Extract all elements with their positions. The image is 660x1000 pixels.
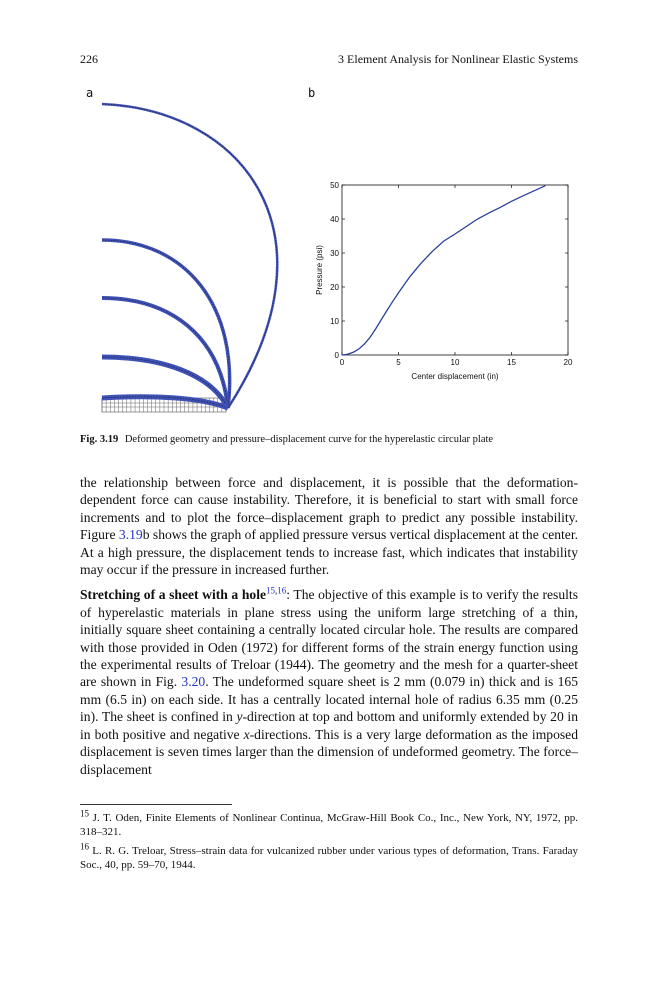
y-variable: y xyxy=(236,709,243,725)
paragraph-2-text-b: . The undeformed square sheet is 2 mm (0.079 in) thick and is 165 mm (6.5 in) on each side. It has a centrally located internal hole of radius 6.35 mm (0.25 in). The sheet is confined in xyxy=(80,674,578,725)
footnote-comma: , xyxy=(275,585,278,596)
panel-b-label: b xyxy=(308,86,316,100)
footnote-15 xyxy=(80,808,579,839)
section-heading: Stretching of a sheet with a hole xyxy=(80,587,266,603)
deformed-shape-mesh-lines xyxy=(102,240,230,408)
paragraph-2 xyxy=(80,586,578,777)
page-number: 226 xyxy=(80,52,98,66)
figure-caption xyxy=(80,434,580,445)
deformed-shape xyxy=(102,104,277,408)
deformed-shape-mesh-lines xyxy=(102,104,277,408)
y-tick-label: 30 xyxy=(330,249,339,258)
deformed-shape xyxy=(102,298,228,408)
footnote-15-number: 15 xyxy=(80,808,89,819)
footnote-ref-16[interactable]: 16 xyxy=(277,585,287,596)
x-variable: x xyxy=(243,726,250,742)
footnote-16-number: 16 xyxy=(80,841,89,852)
footnote-15-text: J. T. Oden, Finite Elements of Nonlinear Continua, McGraw-Hill Book Co., Inc., New York, NY, 1972, pp. 318–321. xyxy=(80,812,579,838)
pressure-displacement-chart xyxy=(305,175,580,390)
x-tick-label: 10 xyxy=(450,358,460,367)
footnotes xyxy=(80,808,579,878)
paragraph-2-text-c: -direction at top and bottom and uniformly extended by 20 in in both positive and negative xyxy=(80,709,578,742)
footnote-16 xyxy=(80,841,578,872)
running-head: 3 Element Analysis for Nonlinear Elastic Systems xyxy=(338,52,578,66)
y-tick-label: 20 xyxy=(330,283,339,292)
y-tick-label: 10 xyxy=(330,317,339,326)
figure-ref-3-19[interactable]: 3.19 xyxy=(118,527,143,543)
deformed-shapes xyxy=(102,104,277,408)
figure-ref-3-20[interactable]: 3.20 xyxy=(181,674,206,690)
deformed-geometry-figure xyxy=(90,95,305,420)
y-tick-label: 0 xyxy=(334,351,339,360)
caption-text: Deformed geometry and pressure–displacement curve for the hyperelastic circular plate xyxy=(124,434,494,445)
panel-a-label: a xyxy=(86,86,94,100)
paragraph-2-text-d: -directions. This is a very large deformation as the imposed displacement is seven times larger than the dimension of undeformed geometry. The force–displacement xyxy=(80,726,578,777)
deformed-shape xyxy=(102,397,228,408)
y-tick-label: 40 xyxy=(330,215,339,224)
y-axis-label: Pressure (psi) xyxy=(315,245,324,295)
footnote-rule xyxy=(80,804,232,805)
caption-label: Fig. 3.19 xyxy=(80,434,119,445)
paragraph-2-text: : The objective of this example is to verify the results of hyperelastic materials in plane stress using the uniform large stretching of a thin, initially square sheet containing a centrally located circular hole. The results are compared with those provided in Oden (1972) for different forms of the strain energy function using the experimental results of Treloar (1944). The geometry and the mesh for a quarter-sheet are shown in Fig. xyxy=(80,587,578,690)
body-text xyxy=(80,474,578,786)
footnote-16-text: L. R. G. Treloar, Stress–strain data for vulcanized rubber under various types of deformation, Trans. Faraday Soc., 40, pp. 59–70, 1944. xyxy=(80,845,578,871)
paragraph-1-text: the relationship between force and displacement, it is possible that the deformation-dependent force can cause instability. Therefore, it is beneficial to start with small force increments and to plot the force–displacement graph to predict any possible instability. Figure xyxy=(80,475,578,543)
pressure-curve xyxy=(342,186,545,355)
x-tick-label: 5 xyxy=(396,358,401,367)
footnote-ref-15[interactable]: 15 xyxy=(266,585,275,596)
deformed-shape xyxy=(102,240,230,408)
paragraph-1-rest: b shows the graph of applied pressure versus vertical displacement at the center. At a high pressure, the displacement tends to increase fast, which indicates that instability may occur if the pressure in increased further. xyxy=(80,527,579,578)
x-axis-label: Center displacement (in) xyxy=(411,372,499,381)
y-tick-label: 50 xyxy=(330,181,339,190)
x-tick-label: 20 xyxy=(563,358,573,367)
paragraph-1 xyxy=(80,474,578,578)
x-tick-label: 0 xyxy=(339,358,345,367)
x-tick-label: 15 xyxy=(507,358,516,367)
